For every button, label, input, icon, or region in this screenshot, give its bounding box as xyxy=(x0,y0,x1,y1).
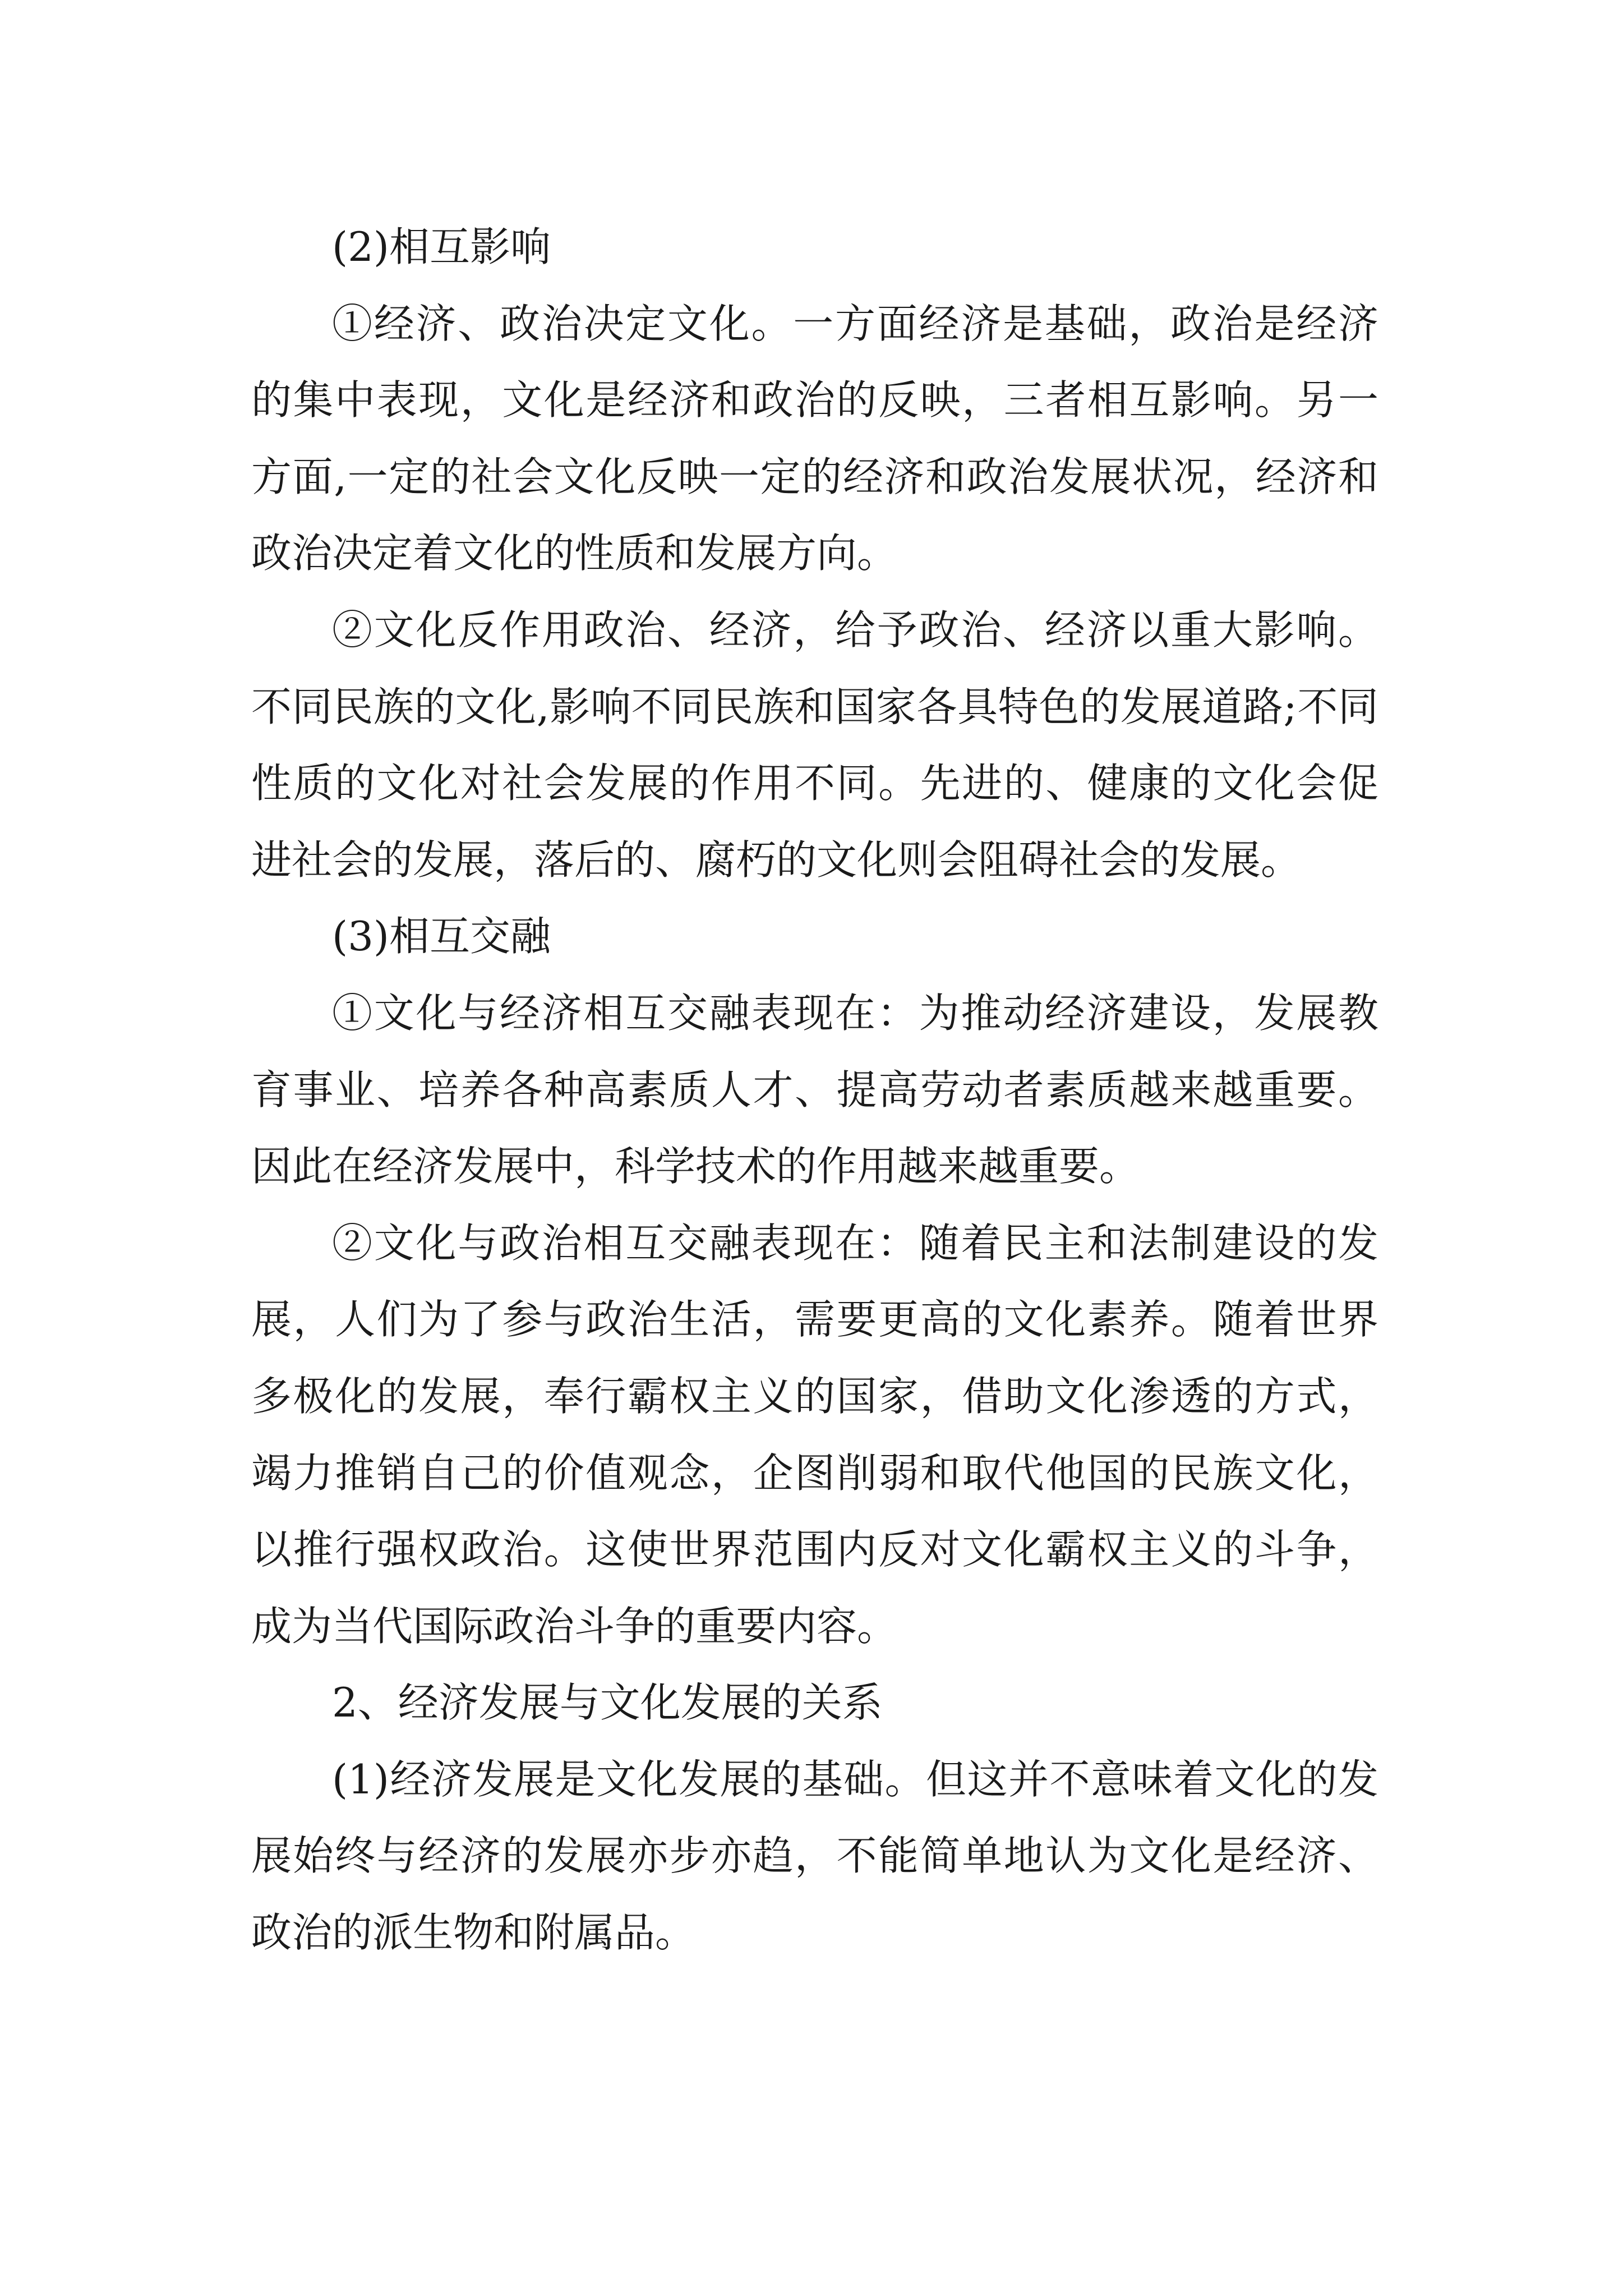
paragraph-culture-politics-blending: ②文化与政治相互交融表现在：随着民主和法制建设的发展，人们为了参与政治生活，需要更高的文化素养。随着世界多极化的发展，奉行霸权主义的国家，借助文化渗透的方式，竭力推销自己的价值观念，企图削弱和取代他国的民族文化，以推行强权政治。这使世界范围内反对文化霸权主义的斗争，成为当代国际政治斗争的重要内容。 xyxy=(251,1219,1378,1650)
paragraph-culture-reacts-on-politics-economy: ②文化反作用政治、经济，给予政治、经济以重大影响。不同民族的文化,影响不同民族和国家各具特色的发展道路;不同性质的文化对社会发展的作用不同。先进的、健康的文化会促进社会的发展，落后的、腐朽的文化则会阻碍社会的发展。 xyxy=(251,606,1378,884)
section-heading-mutual-blending: (3)相互交融 xyxy=(332,913,551,960)
paragraph-culture-economy-blending: ①文化与经济相互交融表现在：为推动经济建设，发展教育事业、培养各种高素质人才、提高劳动者素质越来越重要。因此在经济发展中，科学技术的作用越来越重要。 xyxy=(251,989,1378,1190)
paragraph-economy-foundation-of-culture: (1)经济发展是文化发展的基础。但这并不意味着文化的发展始终与经济的发展亦步亦趋，不能简单地认为文化是经济、政治的派生物和附属品。 xyxy=(251,1755,1378,1957)
section-heading-mutual-influence: (2)相互影响 xyxy=(332,223,551,270)
section-heading-economic-cultural-relation: 2、经济发展与文化发展的关系 xyxy=(332,1679,883,1727)
document-body xyxy=(251,209,1378,1971)
paragraph-economy-politics-determine-culture: ①经济、政治决定文化。一方面经济是基础，政治是经济的集中表现，文化是经济和政治的反映，三者相互影响。另一方面,一定的社会文化反映一定的经济和政治发展状况，经济和政治决定着文化的性质和发展方向。 xyxy=(251,300,1378,577)
